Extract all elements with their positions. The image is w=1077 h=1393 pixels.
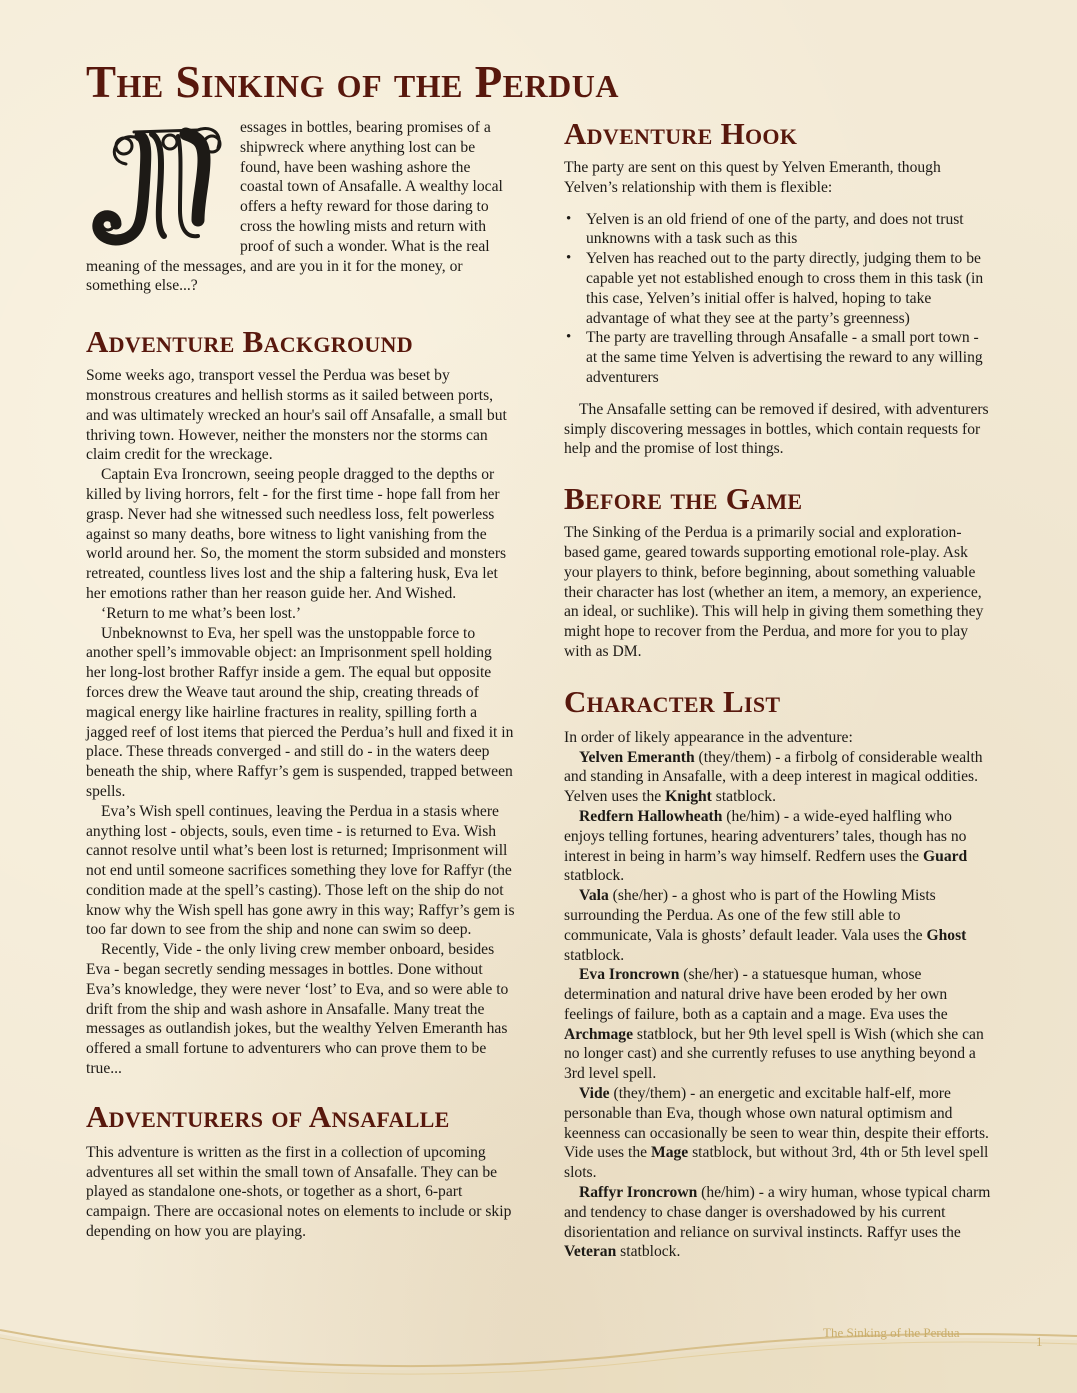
- before-paragraph: The Sinking of the Perdua is a primarily social and exploration-based game, geared towards supporting emotional role-play. Ask your players to think, before beginning, about something valuable their character has lost (whether an item, a memory, an experience, an ideal, or suchlike). This will help in giving them something they might hope to recover from the Perdua, and more for you to play with as DM.: [564, 524, 984, 660]
- character-statblock: Archmage: [564, 1025, 633, 1043]
- character-entry: [564, 748, 992, 807]
- background-paragraph-5: Eva’s Wish spell continues, leaving the Perdua in a stasis where anything lost - objects, souls, even time - is returned to Eva. Wish cannot resolve until what’s been lost is returned; Imprisonment will not end until someone sacrifices something they love for Raffyr (the condition made at the spell’s casting). Those left on the ship do not know why the Wish spell has gone awry in this way; Raffyr’s gem is too far down to see from the ship and none can swim so deep.: [86, 802, 515, 939]
- character-statblock: Ghost: [926, 926, 967, 944]
- character-name: Redfern Hallowheath: [579, 807, 723, 825]
- character-name: Yelven Emeranth: [579, 748, 695, 766]
- character-statblock: Guard: [923, 847, 968, 865]
- adventurers-paragraph: This adventure is written as the first in a collection of upcoming adventures all set within the small town of Ansafalle. They can be played as standalone one-shots, or together as a short, 6-part campaign. There are occasional notes on elements to include or skip depending on how you are playing.: [86, 1143, 512, 1241]
- character-entry: [564, 965, 992, 1084]
- character-name: Raffyr Ironcrown: [579, 1184, 698, 1202]
- background-paragraph-6: Recently, Vide - the only living crew member onboard, besides Eva - began secretly sending messages in bottles. Done without Eva’s knowledge, they were never ‘lost’ to Eva, and so were able to drift from the ship and wash ashore in Ansafalle. Many treat the messages as outlandish jokes, but the wealthy Yelven Emeranth has offered a small fortune to adventurers who can prove them to be true...: [86, 941, 509, 1078]
- character-description-end: statblock.: [711, 788, 776, 806]
- character-description: (he/him) - a wide-eyed halfling who enjoys telling fortunes, hearing adventurers’ tales, though has no interest in being in harm’s way himself. Redfern uses the: [564, 807, 967, 865]
- character-list-section: [564, 728, 992, 1263]
- heading-adventurers-of-ansafalle: Adventurers of Ansafalle: [86, 1098, 450, 1134]
- intro-text: essages in bottles, bearing promises of a shipwreck where anything lost can be found, have been washing ashore the coastal town of Ansafalle. A wealthy local offers a hefty reward for those daring to cross the howling mists and return with proof of such a wonder. What is the real meaning of the messages, and are you in it for the money, or something else...?: [86, 119, 503, 295]
- character-description-end: statblock.: [564, 867, 625, 885]
- intro-section: [86, 118, 515, 296]
- character-description: (they/them) - a firbolg of considerable wealth and standing in Ansafalle, with a deep interest in magical oddities. Yelven uses the: [564, 748, 983, 806]
- background-paragraph-2: Captain Eva Ironcrown, seeing people dragged to the depths or killed by living horrors, felt - for the first time - hope fall from her grasp. Never had she witnessed such needless loss, felt powerless against so many deaths, bore witness to light vanishing from the world around her. So, the moment the storm subsided and monsters retreated, countless lives lost and the ship a faltering husk, Eva let her emotions rather than her reason guide her. And Wished.: [86, 466, 507, 602]
- hook-bullet-list: [564, 210, 992, 388]
- page-number: 1: [1036, 1334, 1043, 1349]
- hook-section: [564, 158, 992, 459]
- character-name: Eva Ironcrown: [579, 966, 680, 984]
- character-name: Vide: [579, 1085, 610, 1103]
- heading-character-list: Character List: [564, 683, 781, 719]
- footer-title: The Sinking of the Perdua: [823, 1325, 960, 1340]
- right-column: [564, 118, 992, 1262]
- hook-paragraph-2: The Ansafalle setting can be removed if desired, with adventurers simply discovering messages in bottles, which contain requests for help and the promise of lost things.: [564, 400, 989, 458]
- background-paragraph-1: Some weeks ago, transport vessel the Perdua was beset by monstrous creatures and hellish storms as it sailed between ports, and was ultimately wrecked an hour's sail off Ansafalle, a small but thriving town. However, neither the monsters nor the storms can claim credit for the wreckage.: [86, 367, 507, 464]
- background-paragraph-3: ‘Return to me what’s been lost.’: [101, 604, 302, 622]
- character-statblock: Veteran: [564, 1243, 617, 1261]
- before-section: [564, 523, 992, 662]
- character-description-end: statblock, but without 3rd, 4th or 5th level spell slots.: [564, 1144, 989, 1182]
- heading-adventure-background: Adventure Background: [86, 324, 413, 360]
- character-description-end: statblock.: [564, 946, 625, 964]
- hook-bullet-item: • Yelven has reached out to the party directly, judging them to be capable yet not established enough to cross them in this task (in this case, Yelven’s initial offer is halved, hoping to take advantage of what they see at the party’s greenness): [586, 249, 992, 328]
- heading-adventure-hook: Adventure Hook: [564, 116, 798, 151]
- character-entry: [564, 886, 992, 965]
- heading-before-the-game: Before the Game: [564, 481, 803, 517]
- character-statblock: Knight: [665, 788, 712, 806]
- page-title: The Sinking of the Perdua: [86, 57, 619, 107]
- hook-paragraph-1: The party are sent on this quest by Yelven Emeranth, though Yelven’s relationship with them is flexible:: [564, 159, 941, 196]
- character-list-intro: In order of likely appearance in the adventure:: [564, 728, 853, 746]
- adventurers-section: [86, 1143, 515, 1242]
- character-description: (they/them) - an energetic and excitable half-elf, more personable than Eva, though whose own natural optimism and keenness can occasionally be seen to wear thin, despite their efforts. Vide uses the: [564, 1085, 989, 1162]
- character-entry: [564, 1183, 992, 1262]
- character-description: (she/her) - a ghost who is part of the Howling Mists surrounding the Perdua. As one of the few still able to communicate, Vala is ghosts’ default leader. Vala uses the: [564, 887, 936, 944]
- character-description-end: statblock, but her 9th level spell is Wish (which she can no longer cast) and she currently refuses to use anything beyond a 3rd level spell.: [564, 1025, 984, 1083]
- character-entry: [564, 1084, 992, 1183]
- character-description-end: statblock.: [616, 1243, 681, 1261]
- hook-bullet-item: • The party are travelling through Ansafalle - a small port town - at the same time Yelven is advertising the reward to any willing adventurers: [586, 328, 992, 387]
- character-statblock: Mage: [650, 1144, 689, 1162]
- character-description: (she/her) - a statuesque human, whose determination and natural drive have been eroded by her own feelings of failure, both as a captain and a mage. Eva uses the: [564, 966, 948, 1023]
- background-section: [86, 366, 515, 1079]
- character-entry: [564, 807, 992, 886]
- character-description: (he/him) - a wiry human, whose typical charm and tendency to chase danger is overshadowed by his current disorientation and reliance on survival instincts. Raffyr uses the: [564, 1184, 991, 1241]
- hook-bullet-item: • Yelven is an old friend of one of the party, and does not trust unknowns with a task such as this: [586, 210, 992, 250]
- background-paragraph-4: Unbeknownst to Eva, her spell was the unstoppable force to another spell’s immovable object: an Imprisonment spell holding her long-lost brother Raffyr inside a gem. The equal but opposite forces drew the Weave taut around the ship, creating threads of magical energy like hairline fractures in reality, spilling forth a jagged reef of lost items that pierced the Perdua’s hull and fixed it in place. These threads converged - and still do - in the waters deep beneath the ship, where Raffyr’s gem is suspended, trapped between spells.: [86, 624, 514, 800]
- character-name: Vala: [579, 887, 609, 905]
- left-column: [86, 118, 515, 1242]
- dropcap-m-icon: [86, 120, 234, 248]
